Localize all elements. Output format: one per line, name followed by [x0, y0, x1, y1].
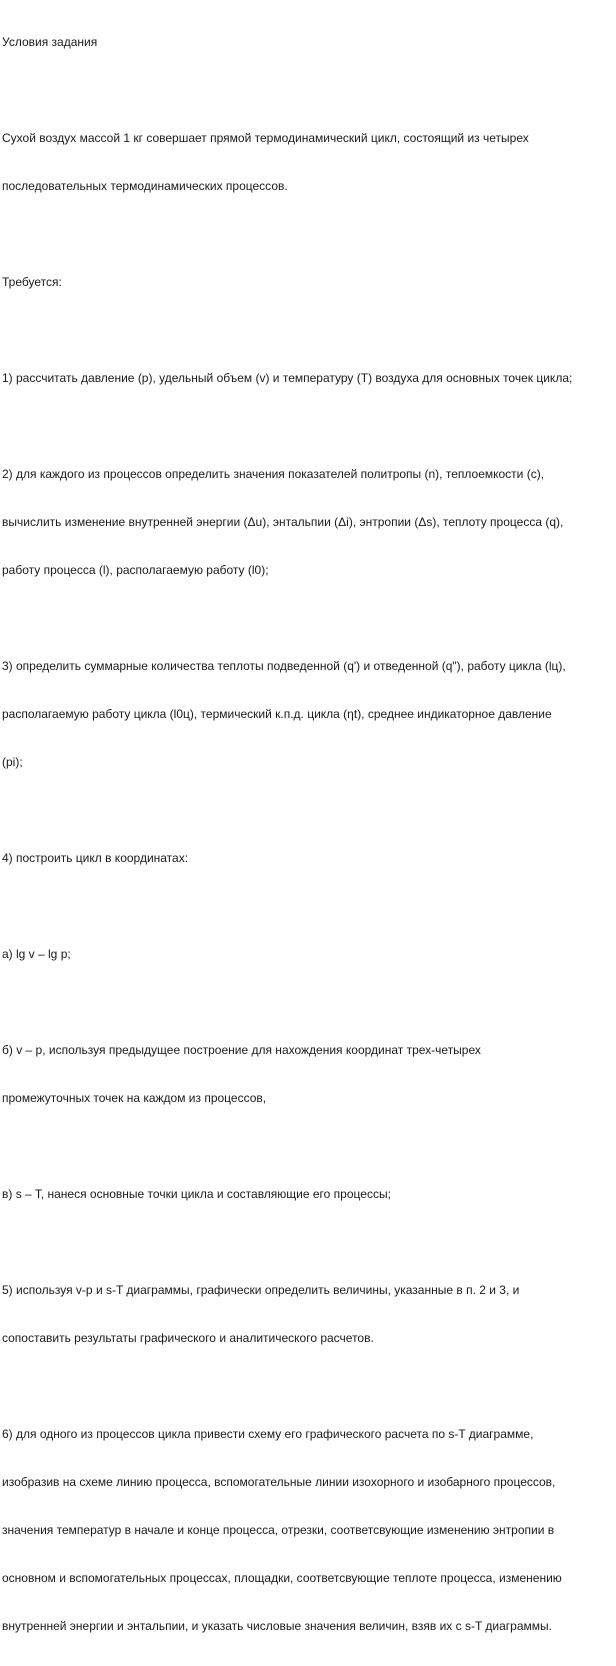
required-text: Требуется: [2, 275, 62, 289]
spacer [2, 82, 614, 98]
required-label [2, 242, 614, 322]
item-line: 3) определить суммарные количества теплоты подведенной (q') и отведенной (q"), работу цикла (lц), [2, 659, 566, 673]
spacer [2, 898, 614, 914]
item-line: а) lg v – lg p; [2, 947, 71, 961]
item-line: располагаемую работу цикла (l0ц), термический к.п.д. цикла (ηt), среднее индикаторное давление [2, 707, 552, 721]
heading-text: Условия задания [2, 35, 98, 49]
spacer [2, 322, 614, 338]
item-line: б) v – p, используя предыдущее построение для нахождения координат трех-четырех [2, 1043, 481, 1057]
intro-paragraph [2, 98, 614, 226]
item-4b [2, 1010, 614, 1138]
task-heading [2, 2, 614, 82]
item-4 [2, 818, 614, 898]
spacer [2, 418, 614, 434]
item-line: основном и вспомогательных процессах, площадки, соответсвующие теплоте процесса, изменению [2, 1571, 562, 1585]
item-4v [2, 1154, 614, 1234]
spacer [2, 1378, 614, 1394]
item-6 [2, 1394, 614, 1666]
item-line: значения температур в начале и конце процесса, отрезки, соответсвующие изменению энтропии в [2, 1523, 555, 1537]
item-1 [2, 338, 614, 418]
item-line: промежуточных точек на каждом из процессов, [2, 1091, 267, 1105]
item-line: 6) для одного из процессов цикла привести схему его графического расчета по s-T диаграмме, [2, 1427, 534, 1441]
intro-line: последовательных термодинамических процессов. [2, 179, 288, 193]
item-line: (pi); [2, 755, 23, 769]
item-line: сопоставить результаты графического и аналитического расчетов. [2, 1331, 374, 1345]
item-line: работу процесса (l), располагаемую работу (l0); [2, 563, 269, 577]
intro-line: Сухой воздух массой 1 кг совершает прямой термодинамический цикл, состоящий из четырех [2, 131, 529, 145]
spacer [2, 1138, 614, 1154]
item-line: изобразив на схеме линию процесса, вспомогательные линии изохорного и изобарного процессов, [2, 1475, 556, 1489]
spacer [2, 802, 614, 818]
item-line: 5) используя v-p и s-T диаграммы, графически определить величины, указанные в п. 2 и 3, и [2, 1283, 520, 1297]
spacer [2, 1234, 614, 1250]
spacer [2, 994, 614, 1010]
item-line: 1) рассчитать давление (p), удельный объем (v) и температуру (T) воздуха для основных точек цикла; [2, 371, 573, 385]
item-5 [2, 1250, 614, 1378]
item-line: 4) построить цикл в координатах: [2, 851, 189, 865]
item-line: в) s – T, нанеся основные точки цикла и составляющие его процессы; [2, 1187, 391, 1201]
item-line: внутренней энергии и энтальпии, и указать числовые значения величин, взяв их с s-T диаграммы. [2, 1619, 552, 1633]
item-line: вычислить изменение внутренней энергии (Δu), энтальпии (Δi), энтропии (Δs), теплоту процесса (q), [2, 515, 564, 529]
spacer [2, 610, 614, 626]
item-4a [2, 914, 614, 994]
task-document [2, 2, 614, 1666]
item-line: 2) для каждого из процессов определить значения показателей политропы (n), теплоемкости (c), [2, 467, 545, 481]
spacer [2, 226, 614, 242]
item-2 [2, 434, 614, 610]
item-3 [2, 626, 614, 802]
